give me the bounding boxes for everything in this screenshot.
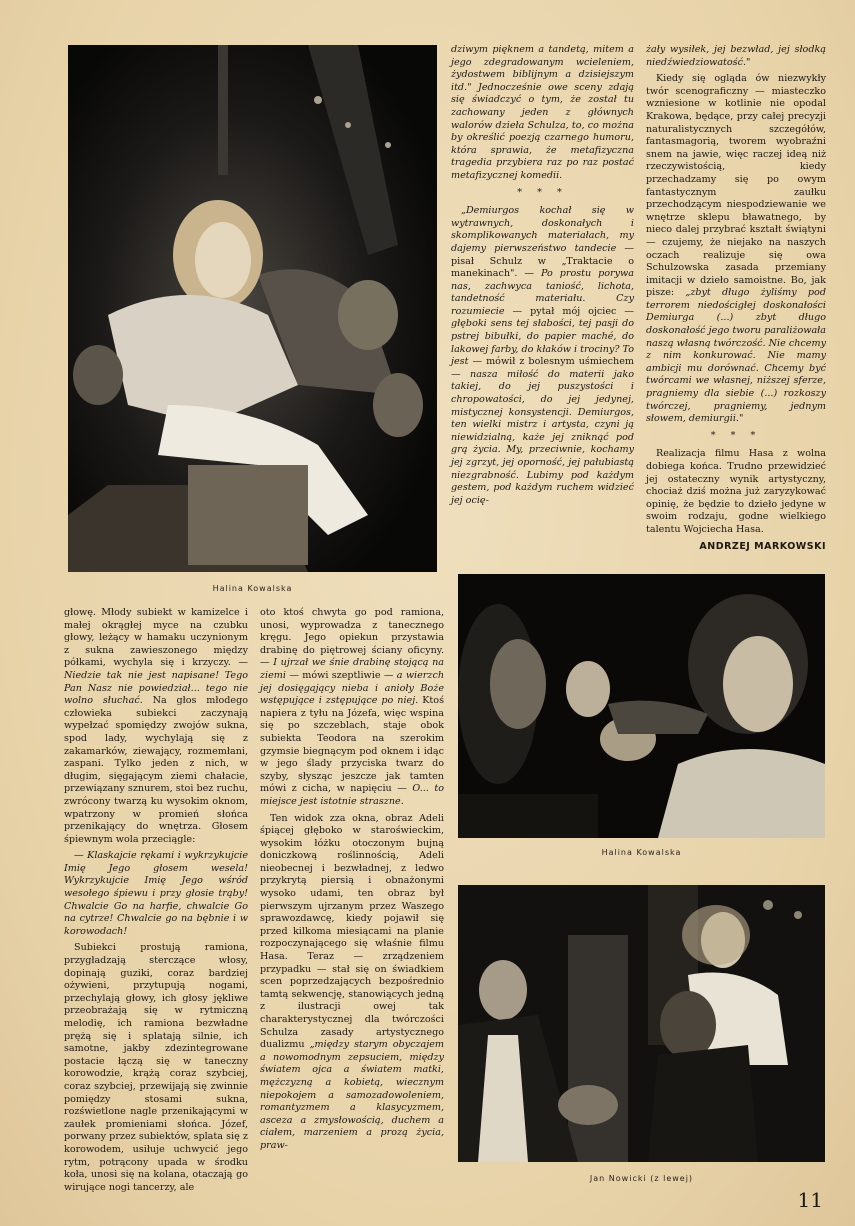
quote-part: — Po prostu porywa nas, zachwyca taniość, lichota, tandetność materiału. Czy rozumiecie: [451, 268, 634, 317]
photo-middle-right: [458, 574, 825, 838]
article-column-3: [64, 607, 248, 1198]
text-part: oto ktoś chwyta go pod ramiona, unosi, wyprowadza z tanecznego kręgu. Jego opiekun przystawia drabinę do piętrowej ściany oficyny.: [260, 607, 444, 656]
author-byline: ANDRZEJ MARKOWSKI: [699, 540, 826, 552]
text-part: Kiedy się ogląda ów niezwykły twór scenograficzny — miasteczko wzniesione w kotlinie nie opodal Krakowa, będące, przy całej precyzji naturalistycznych szczegółów, fantasmagorią, tworem wyobraźni snem na jawie, więc raczej ideą niż rzeczywistością, kiedy przechadzamy się po owym fantastycznym zaułku przechodzącym niespodziewanie we wnętrze sklepu bławatnego, by nieco dalej przybrać kształt świątyni — czujemy, że niejako na naszych oczach realizuje się owa Schulzowska zasada przemiany imitacji w dzieło samoistne. Bo, jak pisze:: [646, 73, 826, 299]
col3-paragraph-3: Subiekci prostują ramiona, przygładzają sterczące włosy, dopinają guziki, coraz bardziej ożywieni, przytupują nogami, przechylają głowy, ich głosy jękliwe przeobrażają się w rytmiczną melodię, ich ramiona bezwładne prężą się i splatają silnie, ich samotne, jakby zdezintegrowane postacie łączą się w taneczny korowodzie, krążą coraz szybciej, coraz szybciej, przewijają się zwinnie pomiędzy stosami sukna, rozświetlone nagle przenikającymi w zaułek promieniami słońca. Józef, porwany przez subiektów, splata się z korowodem, usiłuje uchwycić jego rytm, potrącony upada w środku koła, unosi się na kolana, otaczają go wirujące nogi tancerzy, ale: [64, 942, 248, 1193]
photo-middle-right-image: [458, 574, 825, 838]
quote-attribution: — pytał mój ojciec —: [504, 305, 634, 317]
text-part: Ktoś napiera z tyłu na Józefa, więc wspina się po szczeblach, staje obok subiekta Teodora na szerokim gzymsie biegnącym pod oknem i idąc w jego ślady przyciska twarz do szyby, słysząc jeszcze jak tamten mówi z cicha, w napięciu —: [260, 695, 444, 795]
quote-part: nasza miłość do materii jako takiej, do jej puszystości i chropowatości, do jej jedynej, mistycznej konsystencji. Demiurgos, ten wielki mistrz i artysta, czyni ją niewidzialną, każe jej zniknąć pod grą życia. My, przeciwnie, kochamy jej zgrzyt, jej oporność, jej pałubiastą niezgrabność. Lubimy pod każdym gestem, pod każdym ruchem widzieć jej ocię-: [451, 368, 634, 506]
quote-part: — Niedzie tak nie jest napisane! Tego Pan Nasz nie powiedział... tego nie wolno słuchać.: [64, 657, 248, 707]
photo-top-left-caption: Halina Kowalska: [212, 584, 293, 593]
section-divider: * * *: [710, 429, 762, 441]
quote-attribution: — mówił z bolesnym uśmiechem —: [451, 356, 634, 380]
quote-part: „zbyt długo żyliśmy pod terrorem niedościgłej doskonałości Demiurga (...) zbyt długo doskonałość jego tworu paraliżowała naszą własną twórczość. Nie chcemy z nim konkurować. Nie mamy ambicji mu dorównać. Chcemy być twórcami we własnej, niższej sferze, pragniemy dla siebie (...) rozkoszy twórczej, pragniemy, jednym słowem, demiurgii.": [646, 287, 826, 425]
text-part: głowę. Młody subiekt w kamizelce i małej okrągłej myce na czubku głowy, leżący w hamaku uczynionym z sukna zawieszonego między półkami, wychyla się i krzyczy.: [64, 607, 248, 669]
section-divider: * * *: [517, 186, 568, 198]
photo-top-left-image: [68, 45, 437, 572]
quote-part: O... to miejsce jest istotnie straszne.: [260, 783, 444, 807]
quote-part: a wierzch jej dosięgający nieba i anioły Boże wstępujące i zstępujące po niej.: [260, 669, 444, 707]
photo-bottom-right-image: [458, 885, 825, 1162]
col2-paragraph-1: żały wysiłek, jej bezwład, jej słodką niedźwiedziowatość.": [646, 44, 826, 68]
quote-part: głęboki sens tej słabości, tej pasji do pstrej bibułki, do papier maché, do lakowej farby, do kłaków i trociny? To jest: [451, 318, 634, 368]
article-column-1: [451, 44, 634, 511]
col1-paragraph-2: [451, 205, 634, 507]
col2-paragraph-2: [646, 73, 826, 426]
col1-paragraph-1: dziwym pięknem a tandetą, mitem a jego zdegradowanym wcieleniem, żydostwem biblijnym a dzisiejszym itd." Jednocześnie owe sceny zdają się świadczyć o tym, że został tu zachowany jeden z głównych walorów dzieła Schulza, to, co można by określić poezją czarnego humoru, która sprawia, że metafizyczna tragedia przybiera raz po raz postać metafizycznej komedii.: [451, 44, 634, 181]
article-column-4: [260, 607, 444, 1157]
article-column-2: [646, 44, 826, 553]
page-number: 11: [797, 1188, 823, 1212]
quote-part: — I ujrzał we śnie drabinę stojącą na ziemi: [260, 657, 444, 681]
col3-paragraph-2: — Klaskajcie rękami i wykrzykujcie Imię Jego głosem wesela! Wykrzykujcie Imię Jego wśród wesołego śpiewu i przy głosie trąby! Chwalcie Go na harfie, chwalcie Go na cytrze! Chwalcie go na bębnie i w korowodach!: [64, 850, 248, 937]
col4-paragraph-2: [260, 813, 444, 1153]
quote-attribution: — pisał Schulz w „Traktacie o manekinach".: [451, 242, 634, 280]
photo-top-left: [68, 45, 437, 572]
col3-paragraph-1: [64, 607, 248, 846]
quote-part: „Demiurgos kochał się w wytrawnych, doskonałych i skomplikowanych materiałach, my dajemy pierwszeństwo tandecie: [451, 205, 634, 254]
photo-middle-right-caption: Halina Kowalska: [601, 848, 682, 857]
text-part: — mówi szeptliwie —: [285, 669, 397, 681]
photo-bottom-right-caption: Jan Nowicki (z lewej): [589, 1174, 694, 1183]
col4-paragraph-1: [260, 607, 444, 809]
photo-bottom-right: [458, 885, 825, 1162]
text-part: Na głos młodego człowieka subiekci zaczynają wypełzać spomiędzy zwojów sukna, spod lady, wychylają się z zakamarków, ziewający, rozmemłani, zaspani. Tylko jeden z nich, w długim, sięgającym ziemi chałacie, przewiązany sznurem, stoi bez ruchu, zwrócony twarzą ku wysokim oknom, wpatrzony w promień słońca przenikający do wnętrza. Głosem śpiewnym wola przeciągle:: [64, 695, 249, 845]
text-part: Ten widok zza okna, obraz Adeli śpiącej głęboko w staroświeckim, wysokim łóżku otoczonym bujną doniczkową roślinnością, Adeli nieobecnej i bezwładnej, z ledwo przykrytą piersią i obnażonymi wysoko udami, ten obraz był pierwszym ujrzanym przez Waszego sprawozdawcę, kiedy pojawił się przed kilkoma miesiącami na planie rozpoczynającego się właśnie filmu Hasa. Teraz — zrządzeniem przypadku — stał się on świadkiem scen poprzedzających bezpośrednio tamtą sekwencję, stanowiących jedną z ilustracji owej tak charakterystycznej dla twórczości Schulza zasady artystycznego dualizmu: [260, 812, 444, 1051]
col2-paragraph-3: Realizacja filmu Hasa z wolna dobiega końca. Trudno przewidzieć jej ostateczny wynik artystyczny, chociaż dziś można już zaryzykować opinię, że będzie to dzieło jedyne w swoim rodzaju, godne wielkiego talentu Wojciecha Hasa.: [646, 448, 826, 535]
quote-part: „między starym obyczajem a nowomodnym zepsuciem, między światem ojca a światem matki, mężczyzną a kobietą, wiecznym niepokojem a samozadowoleniem, romantyzmem a klasycyzmem, asceza a zmysłowością, duchem a ciałem, marzeniem a prozą życia, praw-: [260, 1039, 444, 1151]
